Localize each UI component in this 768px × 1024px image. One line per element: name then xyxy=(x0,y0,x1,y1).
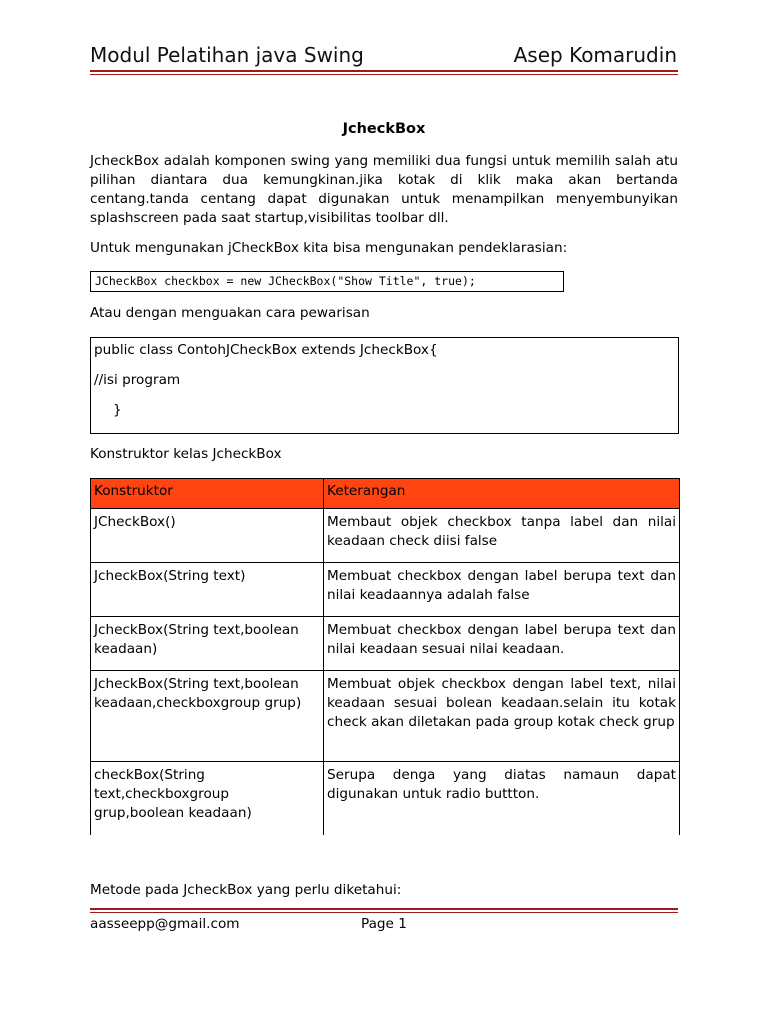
table-cell-constructor: JcheckBox(String text,boolean keadaan,checkboxgroup grup) xyxy=(91,671,324,762)
table-cell-constructor: JcheckBox(String text,boolean keadaan) xyxy=(91,617,324,671)
table-header-description: Keterangan xyxy=(324,479,680,509)
table-row xyxy=(91,563,680,617)
footer-page-number: Page 1 xyxy=(361,916,407,932)
declaration-code-box: JCheckBox checkbox = new JCheckBox("Show Title", true); xyxy=(90,271,564,292)
table-row xyxy=(91,509,680,563)
table-cell-description: Membuat checkbox dengan label berupa text dan nilai keadaan sesuai nilai keadaan. xyxy=(324,617,680,671)
table-cell-description: Membuat checkbox dengan label berupa text dan nilai keadaannya adalah false xyxy=(324,563,680,617)
table-cell-constructor: JCheckBox() xyxy=(91,509,324,563)
declaration-intro: Untuk mengunakan jCheckBox kita bisa mengunakan pendeklarasian: xyxy=(90,240,568,256)
class-code-line-2: //isi program xyxy=(94,372,181,388)
constructor-heading: Konstruktor kelas JcheckBox xyxy=(90,446,282,462)
table-cell-description: Membuat objek checkbox dengan label text, nilai keadaan sesuai bolean keadaan.selain itu kotak check akan diletakan pada group kotak check grup xyxy=(324,671,680,762)
table-header-row xyxy=(91,479,680,509)
page-title: JcheckBox xyxy=(342,121,426,137)
inheritance-intro: Atau dengan menguakan cara pewarisan xyxy=(90,305,370,321)
header-rule-thin xyxy=(90,74,678,75)
table-cell-constructor: JcheckBox(String text) xyxy=(91,563,324,617)
header-title: Modul Pelatihan java Swing xyxy=(90,43,364,67)
class-code-box xyxy=(90,337,679,434)
table-header-constructor: Konstruktor xyxy=(91,479,324,509)
intro-paragraph: JcheckBox adalah komponen swing yang memiliki dua fungsi untuk memilih salah atu pilihan diantara dua kemungkinan.jika kotak di klik maka akan bertanda centang.tanda centang dapat digunakan untuk menampilkan menyembunyikan splashscreen pada saat startup,visibilitas toolbar dll. xyxy=(90,153,678,226)
footer-rule-thin xyxy=(90,912,678,913)
header-author: Asep Komarudin xyxy=(513,43,677,67)
methods-heading: Metode pada JcheckBox yang perlu diketahui: xyxy=(90,882,402,898)
class-code-line-1: public class ContohJCheckBox extends JcheckBox{ xyxy=(94,342,438,358)
class-code-line-3: } xyxy=(113,402,122,418)
table-row xyxy=(91,617,680,671)
footer-email: aasseepp@gmail.com xyxy=(90,916,240,932)
header-rule-thick xyxy=(90,70,678,72)
constructor-table xyxy=(90,478,680,835)
footer-rule-thick xyxy=(90,908,678,910)
table-cell-constructor: checkBox(String text,checkboxgroup grup,boolean keadaan) xyxy=(91,762,324,835)
table-cell-description: Membaut objek checkbox tanpa label dan nilai keadaan check diisi false xyxy=(324,509,680,563)
table-cell-description: Serupa denga yang diatas namaun dapat digunakan untuk radio buttton. xyxy=(324,762,680,835)
table-row xyxy=(91,762,680,835)
table-row xyxy=(91,671,680,762)
